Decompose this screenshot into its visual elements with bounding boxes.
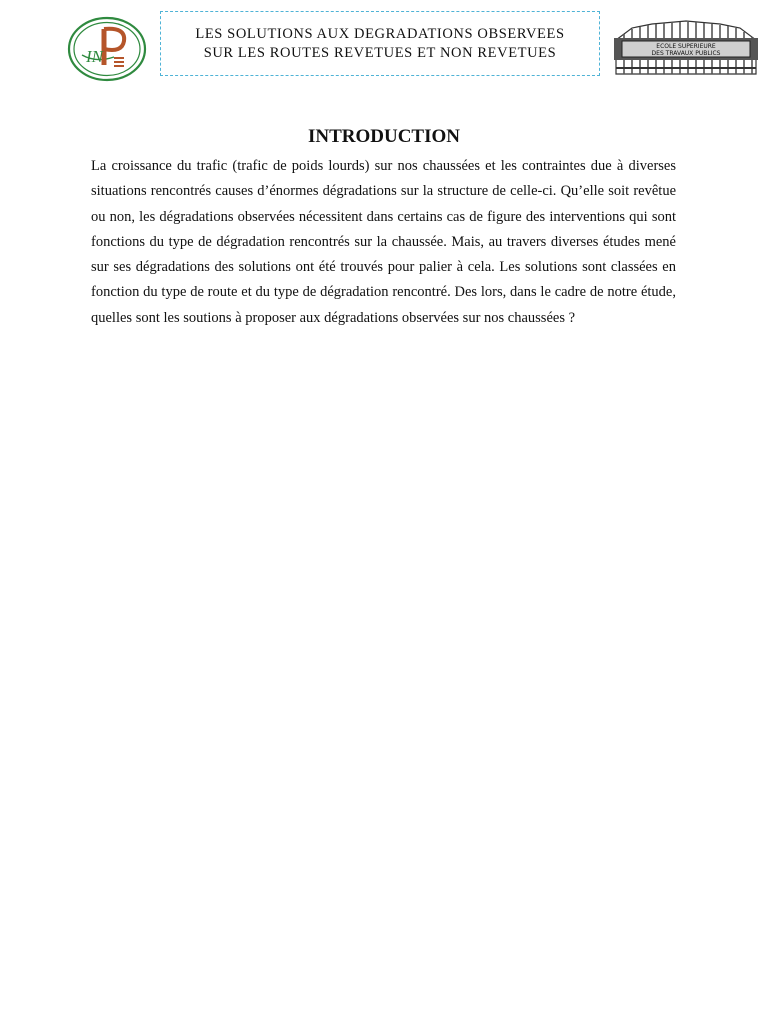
introduction-heading: INTRODUCTION: [307, 126, 461, 147]
inp-logo: [66, 15, 148, 83]
header-title-line-2: SUR LES ROUTES REVETUES ET NON REVETUES: [203, 44, 557, 61]
estp-logo-line-1: ECOLE SUPERIEURE: [656, 43, 716, 50]
header-title-box: [160, 11, 600, 76]
introduction-paragraph: La croissance du trafic (trafic de poids lourds) sur nos chaussées et les contraintes due à diverses situations rencontrés causes d’énormes dégradations sur la structure de celle-ci. Qu’elle soit revêtue ou non, les dégradations observées nécessitent dans certains cas de figure des interventions qui sont fonctions du type de dégradation rencontrés sur la chaussée. Mais, au travers diverses études mené sur ses dégradations des solutions ont été trouvés pour palier à cela. Les solutions sont classées en fonction du type de route et du type de dégradation rencontré. Des lors, dans le cadre de notre étude, quelles sont les soutions à proposer aux dégradations observées sur nos chaussées ?: [91, 158, 676, 326]
estp-logo: [612, 18, 760, 78]
estp-logo-graphic: [612, 18, 760, 78]
inp-logo-graphic: [66, 15, 148, 83]
estp-logo-line-2: DES TRAVAUX PUBLICS: [651, 50, 721, 57]
svg-text:IN: IN: [86, 47, 103, 66]
header-title-line-1: LES SOLUTIONS AUX DEGRADATIONS OBSERVEES: [195, 25, 565, 42]
